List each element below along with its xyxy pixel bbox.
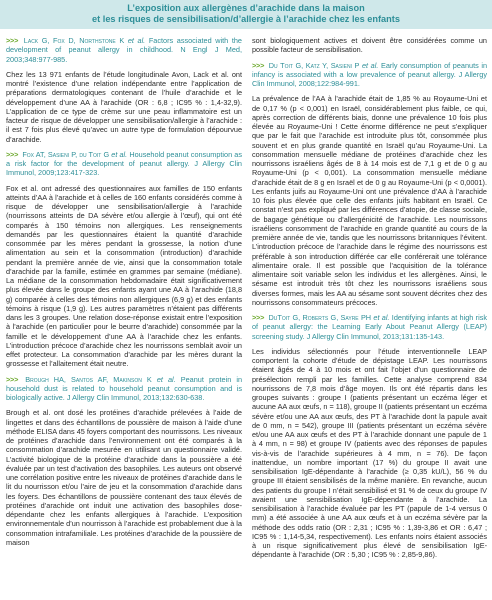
reference-fox — [6, 150, 242, 178]
reference-citation: Early consumption of peanuts in infancy is associated with a low prevalence of peanut allergy. J Allergy Clin Immunol, 2008;122:984-991. — [252, 60, 488, 88]
title-line-1: L’exposition aux allergènes d’arachide dans la maison — [127, 3, 365, 13]
reference-dutoit-2013 — [252, 313, 487, 341]
summary-brough-continued: sont biologiquement actives et doivent être considérées comme un possible facteur de sensibilisation. — [252, 36, 487, 55]
reference-authors: Brough HA, Santos AF, Makinson K — [25, 374, 152, 384]
reference-lack — [6, 36, 242, 64]
summary-fox: Fox et al. ont adressé des questionnaires aux familles de 150 enfants atteints d’AA à l’arachide et à celles de 160 enfants considérés comme à risque de développer une sensibilisation/allergie à l’arachide (nourrissons atteints de DA sévère et/ou allergie à l’œuf), qui ont été comparés à 150 témoins non allergiques. Les renseignements demandés par les questionnaires étaient la quantité d’arachide consommée par les mères pendant la grossesse, la notion d’une alimentation au sein et la consommation (introduction) d’arachide pendant la première année de vie, ainsi que la consommation totale d’arachide par la famille, estimée en grammes par semaine (médiane). La médiane de la consommation hebdomadaire était significativement plus élevée dans le groupe des enfants ayant une AA à l’arachide (18,8 g) comparée à celles des témoins non allergiques (6,9 g) et des enfants témoins à risque (1,9 g). Les autres paramètres n’étaient pas différents dans les 3 groupes. Une relation dose-réponse existait entre l’exposition à l’arachide (en particulier pour le beurre d’arachide) consommée par la famille et le développement d’une AA à l’arachide chez les enfants. L’introduction précoce d’arachide chez les nourrissons semblait avoir un effet protecteur. La consommation d’arachide par les mères durant la grossesse et l’allaitement était neutre. — [6, 183, 242, 369]
reference-authors: DuToit G, Roberts G, Sayre PH — [268, 313, 372, 322]
reference-etal: et al. — [156, 374, 176, 384]
reference-authors: Fox AT, Sasieni P, du Toit G — [22, 149, 110, 159]
title-band — [0, 0, 492, 29]
reference-authors: Du Toit G, Katz Y, Sasieni P — [268, 60, 360, 70]
article-title — [0, 3, 492, 25]
title-line-2: et les risques de sensibilisation/d’allergie à l’arachide chez les enfants — [92, 14, 400, 25]
reference-etal: et al. — [127, 36, 146, 45]
arrow-marker: >>> — [252, 313, 265, 322]
reference-etal: et al. — [362, 60, 379, 70]
arrow-marker: >>> — [6, 36, 19, 45]
arrow-marker: >>> — [252, 60, 265, 70]
summary-du-toit-2008: La prévalence de l’AA à l’arachide était de 1,85 % au Royaume-Uni et de 0,17 % (p < 0,001) en Israël, considérablement plus faible, ce qui, après correction de différents biais, donne une prévalence 10 fois plus élevée au Royaume-Uni ! Cette énorme différence ne peut s’expliquer que par le fait que l’arachide est introduite plus tôt, consommée plus souvent et en plus grande quantité en Israël qu’au Royaume-Uni. La consommation mensuelle médiane de protéines d’arachide chez les nourrissons israéliens âgés de 8 à 14 mois est de 7,1 g et de 0 g au Royaume-Uni (p < 0,001). La consommation mensuelle médiane d’arachide était de 8 g en Israël et de 0 g au Royaume-Uni (p < 0,0001). Les enfants juifs au Royaume-Uni ont une prévalence d’AA à l’arachide 10 fois plus élevée que celle des enfants juifs habitant en Israël. Ce constat n’est pas expliqué par les différences d’atopie, de classe sociale, de bagage génétique ou d’allergénicité de l’arachide. Les nourrissons israéliens consomment de l’arachide en grande quantité au cours de la première année de vie, tandis que les nourrissons britanniques l’évitent. L’introduction précoce de l’arachide dans le régime des nourrissons est préférable à son introduction différée car elle conférerait une tolérance alimentaire orale. Il est possible que l’acquisition de la tolérance alimentaire soit variable selon les individus et les allergènes. Ainsi, le sésame est introduit très tôt chez les nourrissons israéliens sous diverses formes, mais les AA au sésame sont souvent décrites chez des nourrissons consommateurs précoces. — [252, 94, 487, 307]
reference-authors: Lack G, Fox D, Northstone K — [23, 36, 125, 45]
arrow-marker: >>> — [6, 149, 19, 159]
reference-citation: Identifying infants at high risk of peanut allergy: the Learning Early About Peanut Allergy (LEAP) screening study. J Allergy Clin Immunol, 2013;131:135-143. — [252, 313, 488, 341]
summary-brough: Brough et al. ont dosé les protéines d’arachide prélevées à l’aide de lingettes et dans des échantillons de poussière de maison à l’aide d’une méthode ELISA dans 45 foyers comportant des nourrissons. Les niveaux de protéines d’arachide dans l’environnement ont été comparés à la consommation d’arachide mesurée en utilisant un questionnaire validé. L’activité biologique de la protéine d’arachide dans la poussière a été évaluée par un test d’activation des basophiles. Les auteurs ont observé une corrélation positive entre les niveaux de protéines d’arachide dans le lit du nourrisson et/ou l’aire de jeu et la consommation d’arachide dans les foyers. Des échantillons de poussière contenant des taux élevés de protéines d’arachide ont induit une activation des basophiles dose-dépendante chez les enfants allergiques à l’arachide. L’exposition environnementale d’un nourrisson à l’arachide est probablement due à la consommation intrafamiliale. Les protéines d’arachide de la poussière de maison — [6, 408, 242, 547]
summary-dutoit-2013: Les individus sélectionnés pour l’étude interventionnelle LEAP comportent la cohorte d’étude de dépistage LEAP. Les nourrissons étaient âgés de 4 à 10 mois et ont fait l’objet d’un questionnaire de présélection rempli par les familles. Cette analyse comprend 834 nourrissons de 7,8 mois d’âge moyen. Ils ont été répartis dans les groupes suivants : groupe I (patients présentant un eczéma léger et aucune AA aux œufs, n = 118), groupe II (patients présentant un eczéma sévère et/ou une AA aux œufs, des PT à l’arachide dont la papule avait de 0 mm, n = 542), groupe III (patients présentant un eczéma sévère et/ou une AA aux œufs et des PT à l’arachide donnant une papule de 1 à 4 mm, n = 98) et groupe IV (patients avec des réponses de papules vis-à-vis de l’arachide supérieures à 4 mm, n = 76). De façon inattendue, un nombre important (17 %) du groupe II avait une sensibilisation IgE-dépendante à l’arachide (≥ 0,35 kU/L), 56 % du groupe III étaient sensibilisés de la même manière. En revanche, aucun des patients du groupe I n’était sensibilisé et 91 % de ceux du groupe IV avaient une sensibilisation IgE-dépendante à l’arachide. La sensibilisation à l’arachide évaluée par les PT (papule de 1-4 versus 0 mm) a été associée à une AA aux œufs et à un eczéma sévère par la méthode des odds ratio (OR : 2,31 ; IC95 % : 1,39-3,86 et OR : 6,47 ; IC95 % : 1,14-5,34, respectivement). Les enfants noirs étaient associés à un risque significativement plus élevé de sensibilisation IgE-dépendante à l’arachide (OR : 5,30 ; IC95 % : 2,85-9,86). — [252, 346, 487, 560]
reference-du-toit-2008 — [252, 61, 487, 89]
summary-lack: Chez les 13 971 enfants de l’étude longitudinale Avon, Lack et al. ont montré l’existence d’une relation indépendante entre l’application de préparations dermatologiques contenant de l’huile d’arachide et le développement d’une AA à l’arachide (OR : 6,8 ; IC95 % : 1,4-32,9). L’application de ce type de crème sur une peau inflammatoire est un facteur de risque de développer une sensibilisation/allergie à l’arachide : il est 7 fois plus élevé qu’avec un autre type de formulation dépourvue d’arachide. — [6, 69, 242, 144]
arrow-marker: >>> — [6, 374, 19, 384]
reference-citation: Factors associated with the development of peanut allergy in childhood. N Engl J Med, 2003;348:977-985. — [6, 36, 242, 64]
right-column — [252, 36, 487, 566]
reference-etal: et al. — [373, 313, 390, 322]
reference-etal: et al. — [111, 149, 128, 159]
reference-citation: Household peanut consumption as a risk factor for the development of peanut allergy. J Allergy Clin Immunol, 2009;123:417-323. — [6, 149, 242, 178]
reference-citation: Peanut protein in household dust is related to household peanut consumption and is biologically active. J Allergy Clin Immunol, 2013;132:630-638. — [6, 374, 242, 402]
left-column — [6, 36, 242, 553]
reference-brough — [6, 375, 242, 403]
